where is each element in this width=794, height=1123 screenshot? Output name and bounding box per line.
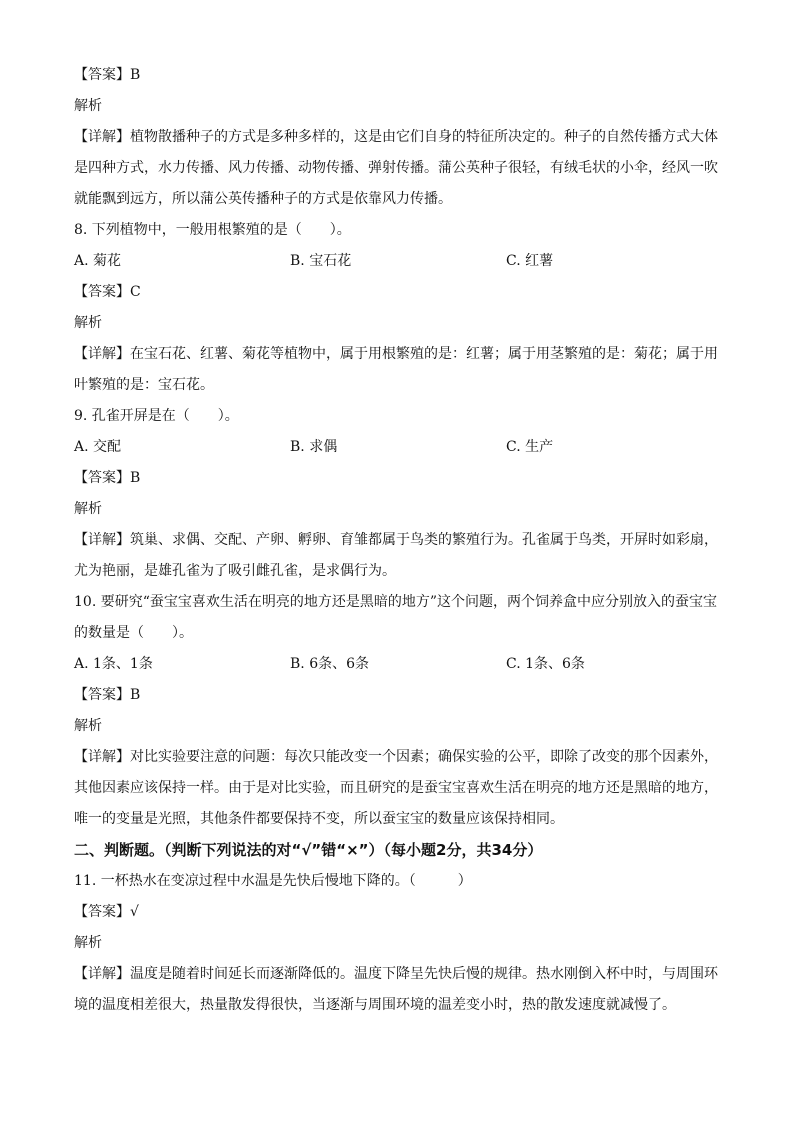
question-line — [74, 866, 724, 897]
document-page — [74, 60, 724, 1021]
line-text: B — [130, 470, 141, 486]
text-line — [74, 556, 724, 587]
text-line — [74, 153, 724, 184]
option-item: C. 生产 — [506, 439, 554, 455]
tag-label: 【详解】 — [74, 532, 130, 548]
line-text: 唯一的变量是光照，其他条件都要保持不变，所以蚕宝宝的数量应该保持相同。 — [74, 811, 564, 827]
tag-label: 【详解】 — [74, 966, 130, 982]
answer-line — [74, 680, 724, 711]
analysis-heading — [74, 91, 724, 122]
analysis-heading — [74, 711, 724, 742]
line-text: 就能飘到远方，所以蒲公英传播种子的方式是依靠风力传播。 — [74, 191, 452, 207]
line-text: 其他因素应该保持一样。由于是对比实验，而且研究的是蚕宝宝喜欢生活在明亮的地方还是黑暗的地方， — [74, 780, 718, 796]
detail-line — [74, 959, 724, 990]
question-line — [74, 401, 724, 432]
line-text: 11. 一杯热水在变凉过程中水温是先快后慢地下降的。（ ） — [74, 873, 472, 889]
line-text: √ — [130, 904, 139, 920]
line-text: 筑巢、求偶、交配、产卵、孵卵、育雏都属于鸟类的繁殖行为。孔雀属于鸟类，开屏时如彩扇， — [130, 532, 718, 548]
tag-label: 【答案】 — [74, 470, 130, 486]
tag-label: 【答案】 — [74, 904, 130, 920]
line-text: 8. 下列植物中，一般用根繁殖的是（ ）。 — [74, 222, 351, 238]
tag-label: 【答案】 — [74, 687, 130, 703]
line-text: 尤为艳丽，是雄孔雀为了吸引雌孔雀，是求偶行为。 — [74, 563, 396, 579]
question-line — [74, 215, 724, 246]
options-row — [74, 432, 724, 463]
answer-line — [74, 277, 724, 308]
line-text: 叶繁殖的是：宝石花。 — [74, 377, 214, 393]
line-text: 二、判断题。（判断下列说法的对“√”错“×”）（每小题2分，共34分） — [74, 841, 543, 859]
line-text: 是四种方式，水力传播、风力传播、动物传播、弹射传播。蒲公英种子很轻，有绒毛状的小伞，经风一吹 — [74, 160, 718, 176]
option-item: A. 1条、1条 — [74, 656, 153, 672]
option-item: C. 红薯 — [506, 253, 554, 269]
text-line — [74, 618, 724, 649]
text-line — [74, 184, 724, 215]
line-text: 植物散播种子的方式是多种多样的，这是由它们自身的特征所决定的。种子的自然传播方式大体 — [130, 129, 718, 145]
text-line — [74, 773, 724, 804]
line-text: 对比实验要注意的问题：每次只能改变一个因素；确保实验的公平，即除了改变的那个因素外， — [130, 749, 718, 765]
answer-line — [74, 60, 724, 91]
line-text: 的数量是（ ）。 — [74, 625, 193, 641]
text-line — [74, 370, 724, 401]
tag-label: 解析 — [74, 501, 102, 517]
option-item: B. 求偶 — [290, 439, 338, 455]
detail-line — [74, 339, 724, 370]
options-row — [74, 649, 724, 680]
line-text: 9. 孔雀开屏是在（ ）。 — [74, 408, 239, 424]
detail-line — [74, 525, 724, 556]
option-item: A. 菊花 — [74, 253, 122, 269]
line-text: 温度是随着时间延长而逐渐降低的。温度下降呈先快后慢的规律。热水刚倒入杯中时，与周围环 — [130, 966, 718, 982]
tag-label: 解析 — [74, 935, 102, 951]
line-text: 10. 要研究“蚕宝宝喜欢生活在明亮的地方还是黑暗的地方”这个问题，两个饲养盒中应分别放入的蚕宝宝 — [74, 594, 718, 610]
analysis-heading — [74, 308, 724, 339]
option-item: C. 1条、6条 — [506, 656, 585, 672]
line-text: B — [130, 67, 141, 83]
tag-label: 【答案】 — [74, 67, 130, 83]
tag-label: 【详解】 — [74, 129, 130, 145]
detail-line — [74, 122, 724, 153]
line-text: C — [130, 284, 141, 300]
line-text: B — [130, 687, 141, 703]
text-line — [74, 990, 724, 1021]
option-item: B. 6条、6条 — [290, 656, 370, 672]
tag-label: 解析 — [74, 315, 102, 331]
analysis-heading — [74, 494, 724, 525]
tag-label: 解析 — [74, 718, 102, 734]
section-heading — [74, 835, 724, 866]
text-line — [74, 804, 724, 835]
line-text: 在宝石花、红薯、菊花等植物中，属于用根繁殖的是：红薯；属于用茎繁殖的是：菊花；属于用 — [130, 346, 718, 362]
question-line — [74, 587, 724, 618]
tag-label: 【详解】 — [74, 346, 130, 362]
analysis-heading — [74, 928, 724, 959]
detail-line — [74, 742, 724, 773]
option-item: B. 宝石花 — [290, 253, 352, 269]
tag-label: 【详解】 — [74, 749, 130, 765]
tag-label: 【答案】 — [74, 284, 130, 300]
option-item: A. 交配 — [74, 439, 122, 455]
answer-line — [74, 463, 724, 494]
tag-label: 解析 — [74, 98, 102, 114]
options-row — [74, 246, 724, 277]
line-text: 境的温度相差很大，热量散发得很快，当逐渐与周围环境的温差变小时，热的散发速度就减慢了。 — [74, 997, 676, 1013]
answer-line — [74, 897, 724, 928]
